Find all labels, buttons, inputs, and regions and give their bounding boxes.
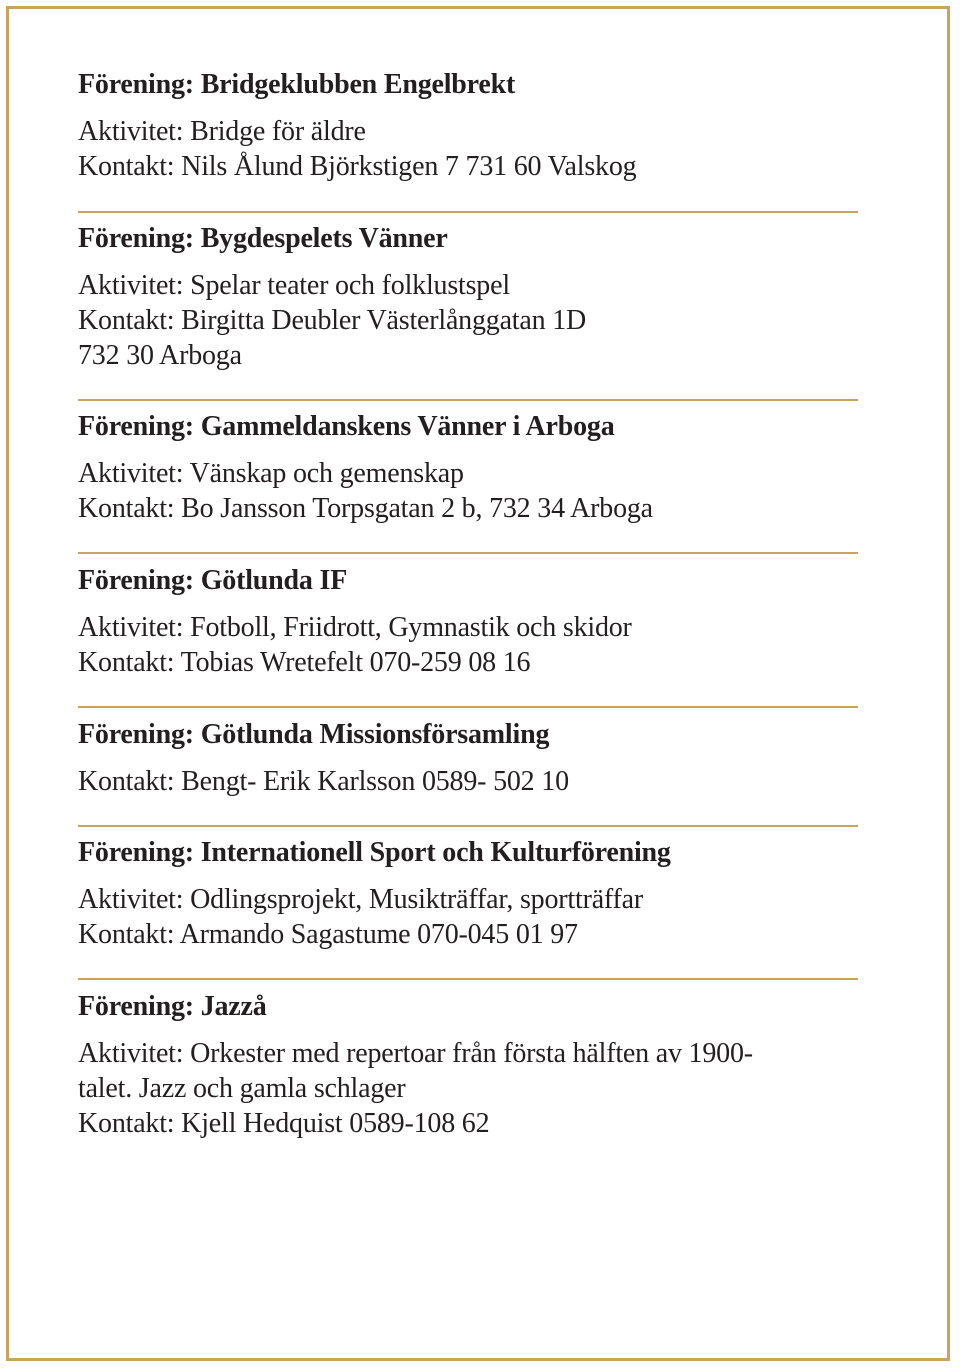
association-title: Förening: Gammeldanskens Vänner i Arboga: [78, 411, 615, 442]
divider-rule: [78, 706, 858, 708]
association-contact: Kontakt: Birgitta Deubler Västerlånggatan 1D: [78, 305, 587, 336]
association-contact: Kontakt: Armando Sagastume 070-045 01 97: [78, 919, 578, 950]
association-contact-address: 732 30 Arboga: [78, 340, 242, 371]
association-activity: Aktivitet: Spelar teater och folklustspel: [78, 270, 510, 301]
association-entry: [78, 70, 858, 184]
association-entry: [78, 412, 858, 526]
association-title: Förening: Götlunda IF: [78, 565, 348, 596]
association-title: Förening: Internationell Sport och Kulturförening: [78, 837, 671, 868]
divider-rule: [78, 825, 858, 827]
divider-rule: [78, 552, 858, 554]
association-title: Förening: Götlunda Missionsförsamling: [78, 719, 550, 750]
association-entry: [78, 566, 858, 680]
page-border: [6, 6, 950, 1361]
association-title: Förening: Jazzå: [78, 991, 267, 1022]
association-activity: Aktivitet: Bridge för äldre: [78, 116, 366, 147]
association-contact: Kontakt: Kjell Hedquist 0589-108 62: [78, 1108, 490, 1139]
association-title: Förening: Bygdespelets Vänner: [78, 223, 448, 254]
divider-rule: [78, 211, 858, 213]
association-entry: [78, 838, 858, 952]
association-contact: Kontakt: Nils Ålund Björkstigen 7 731 60 Valskog: [78, 151, 637, 182]
association-contact: Kontakt: Tobias Wretefelt 070-259 08 16: [78, 647, 531, 678]
divider-rule: [78, 978, 858, 980]
association-activity: Aktivitet: Orkester med repertoar från första hälften av 1900-: [78, 1038, 753, 1069]
association-activity: Aktivitet: Fotboll, Friidrott, Gymnastik och skidor: [78, 612, 632, 643]
association-entry: [78, 992, 858, 1141]
association-activity: Aktivitet: Odlingsprojekt, Musikträffar, sportträffar: [78, 884, 644, 915]
association-title: Förening: Bridgeklubben Engelbrekt: [78, 69, 516, 100]
association-entry: [78, 224, 858, 373]
association-contact: Kontakt: Bengt- Erik Karlsson 0589- 502 10: [78, 766, 569, 797]
association-contact: Kontakt: Bo Jansson Torpsgatan 2 b, 732 34 Arboga: [78, 493, 653, 524]
association-entry: [78, 720, 858, 799]
divider-rule: [78, 399, 858, 401]
association-activity-continued: talet. Jazz och gamla schlager: [78, 1073, 406, 1104]
association-activity: Aktivitet: Vänskap och gemenskap: [78, 458, 464, 489]
